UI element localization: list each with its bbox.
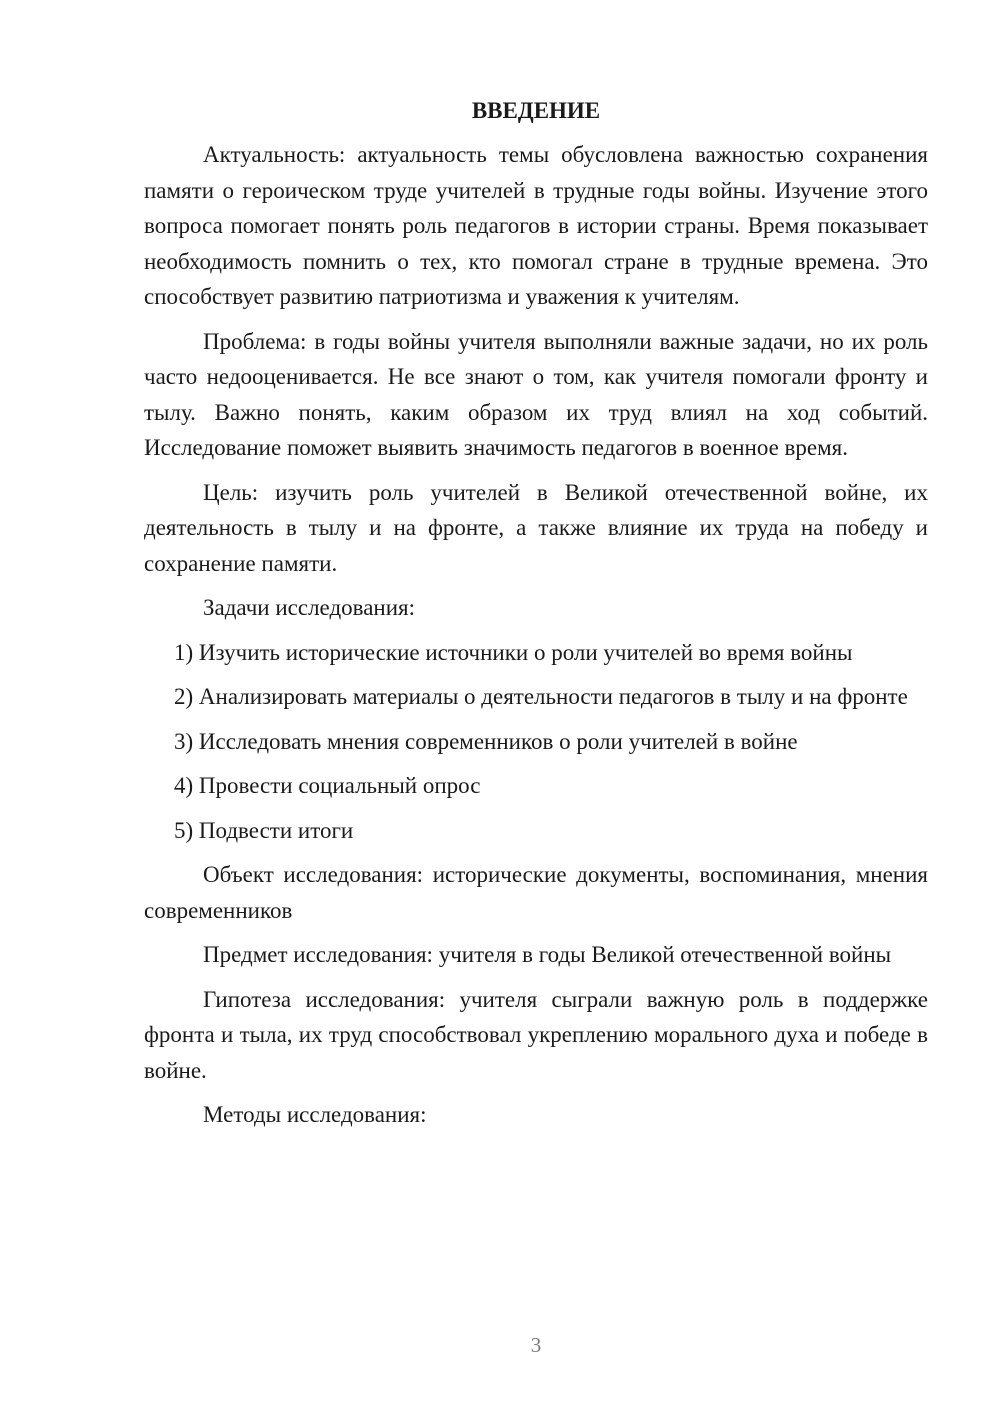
goal-paragraph: Цель: изучить роль учителей в Великой отечественной войне, их деятельность в тылу и на фронте, а также влияние их труда на победу и сохранение памяти. [144, 479, 928, 576]
task-item-3: 3) Исследовать мнения современников о роли учителей в войне [174, 728, 798, 754]
object-paragraph: Объект исследования: исторические документы, воспоминания, мнения современников [144, 862, 928, 923]
document-page [144, 96, 928, 1142]
tasks-heading: Задачи исследования: [203, 595, 416, 620]
task-item-1: 1) Изучить исторические источники о роли учителей во время войны [174, 639, 853, 665]
task-item-2: 2) Анализировать материалы о деятельности педагогов в тылу и на фронте [174, 684, 908, 709]
relevance-paragraph: Актуальность: актуальность темы обусловлена важностью сохранения памяти о героическом труде учителей в трудные годы войны. Изучение этого вопроса помогает понять роль педагогов в истории страны. Время показывает необходимость помнить о тех, кто помогал стране в трудные времена. Это способствует развитию патриотизма и уважения к учителям. [144, 142, 928, 309]
task-item-5: 5) Подвести итоги [174, 817, 354, 843]
task-item-4: 4) Провести социальный опрос [174, 773, 481, 798]
page-number: 3 [530, 1333, 542, 1357]
subject-paragraph: Предмет исследования: учителя в годы Великой отечественной войны [203, 942, 892, 967]
hypothesis-paragraph: Гипотеза исследования: учителя сыграли важную роль в поддержке фронта и тыла, их труд способствовал укреплению морального духа и победе в войне. [144, 986, 928, 1083]
problem-paragraph: Проблема: в годы войны учителя выполняли важные задачи, но их роль часто недооценивается. Не все знают о том, как учителя помогали фронту и тылу. Важно понять, каким образом их труд влиял на ход событий. Исследование поможет выявить значимость педагогов в военное время. [144, 328, 928, 460]
section-title: ВВЕДЕНИЕ [471, 98, 601, 123]
methods-heading: Методы исследования: [203, 1102, 427, 1127]
